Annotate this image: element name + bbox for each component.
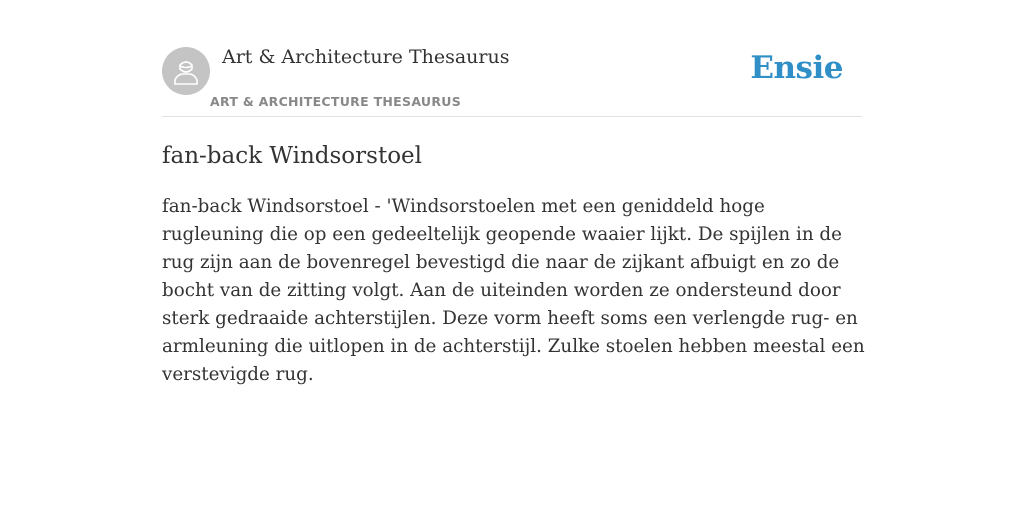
header (162, 0, 862, 117)
site-subtitle[interactable]: ART & ARCHITECTURE THESAURUS (210, 94, 462, 109)
avatar[interactable] (162, 47, 210, 95)
user-icon (171, 56, 201, 86)
entry-definition: fan-back Windsorstoel - 'Windsorstoelen met een geniddeld hoge rugleuning die op een gedeeltelijk geopende waaier lijkt. De spijlen in de rug zijn aan de bovenregel bevestigd die naar de zijkant afbuigt en zo de bocht van de zitting volgt. Aan de uiteinden worden ze ondersteund door sterk gedraaide achterstijlen. Deze vorm heeft soms een verlengde rug- en armleuning die uitlopen in de achterstijl. Zulke stoelen hebben meestal een verstevigde rug. (162, 196, 865, 385)
site-title[interactable]: Art & Architecture Thesaurus (222, 46, 510, 68)
page-container (162, 0, 865, 389)
entry-term: fan-back Windsorstoel (162, 143, 423, 169)
ensie-logo[interactable]: Ensie (750, 50, 843, 86)
